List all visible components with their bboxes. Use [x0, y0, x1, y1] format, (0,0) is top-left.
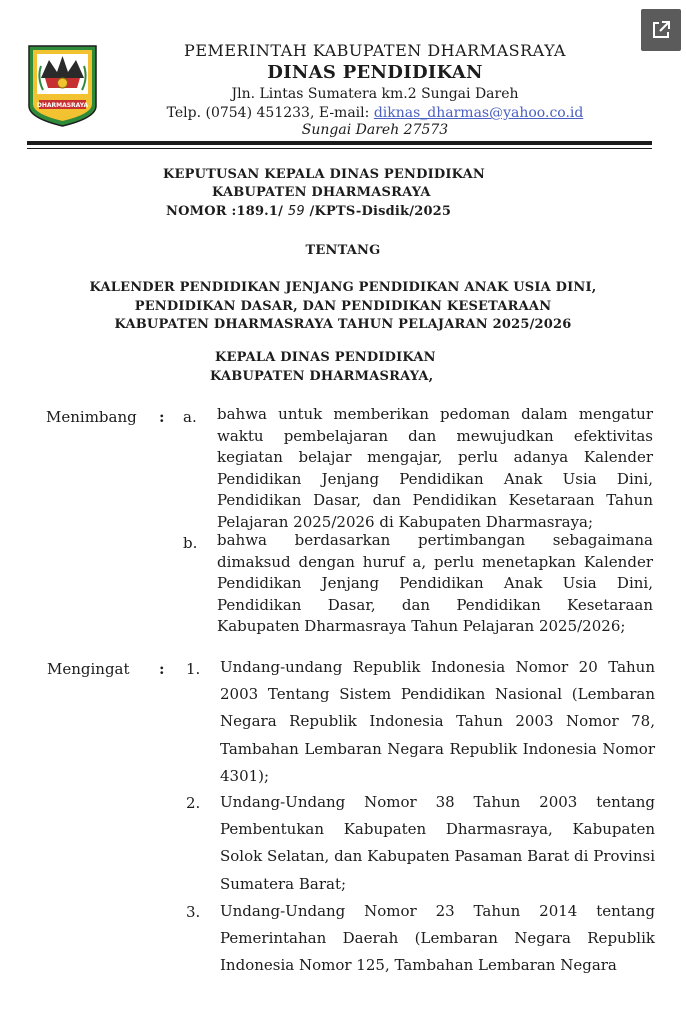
decree-number-suffix: /KPTS-Disdik/2025 [304, 204, 452, 219]
mengingat-marker-1: 1. [186, 660, 201, 678]
mengingat-item-3: Undang-Undang Nomor 23 Tahun 2014 tentang Pemerintahan Daerah (Lembaran Negara Republik Indonesia Nomor 125, Tambahan Lembaran Negara [220, 902, 655, 975]
government-name: PEMERINTAH KABUPATEN DHARMASRAYA [184, 41, 566, 60]
decree-heading-2: KABUPATEN DHARMASRAYA [212, 185, 431, 200]
contact-phone: Telp. (0754) 451233, E-mail: [166, 105, 374, 121]
menimbang-marker-a: a. [183, 408, 197, 426]
mengingat-item-2: Undang-Undang Nomor 38 Tahun 2003 tentang Pembentukan Kabupaten Dharmasraya, Kabupaten Solok Selatan, dan Kabupaten Pasaman Barat di Provinsi Sumatera Barat; [220, 793, 655, 893]
menimbang-marker-b: b. [183, 534, 198, 552]
decree-about: TENTANG [305, 243, 381, 258]
issuer-title-1: KEPALA DINAS PENDIDIKAN [215, 350, 436, 365]
mengingat-item-1: Undang-undang Republik Indonesia Nomor 20 Tahun 2003 Tentang Sistem Pendidikan Nasional (Lembaran Negara Republik Indonesia Tahun 2003 Nomor 78, Tambahan Lembaran Negara Republik Indonesia Nomor 4301); [220, 658, 655, 785]
issuer-title-2: KABUPATEN DHARMASRAYA, [210, 369, 434, 384]
letterhead-divider-thin [27, 148, 652, 149]
menimbang-label: Menimbang [46, 408, 137, 426]
decree-number [166, 204, 451, 219]
mengingat-label: Mengingat [47, 660, 130, 678]
email-link[interactable]: diknas_dharmas@yahoo.co.id [373, 105, 584, 121]
decree-subject-2: PENDIDIKAN DASAR, DAN PENDIDIKAN KESETARAAN [134, 299, 552, 314]
decree-subject-1: KALENDER PENDIDIKAN JENJANG PENDIDIKAN ANAK USIA DINI, [89, 280, 597, 295]
letterhead-divider-thick [27, 141, 652, 145]
department-city: Sungai Dareh 27573 [301, 122, 449, 138]
decree-subject-3: KABUPATEN DHARMASRAYA TAHUN PELAJARAN 2025/2026 [114, 317, 572, 332]
menimbang-colon: : [159, 408, 165, 426]
department-name: DINAS PENDIDIKAN [267, 62, 483, 83]
mengingat-colon: : [159, 660, 165, 678]
department-address: Jln. Lintas Sumatera km.2 Sungai Dareh [231, 86, 519, 102]
decree-number-prefix: NOMOR :189.1/ [166, 204, 288, 219]
regency-logo [27, 44, 98, 128]
decree-heading-1: KEPUTUSAN KEPALA DINAS PENDIDIKAN [163, 167, 485, 182]
mengingat-marker-2: 2. [186, 794, 201, 812]
decree-number-handwritten: 59 [287, 204, 305, 219]
svg-text:DHARMASRAYA: DHARMASRAYA [36, 102, 89, 109]
menimbang-item-a: bahwa untuk memberikan pedoman dalam mengatur waktu pembelajaran dan mewujudkan efektivitas kegiatan belajar mengajar, perlu adanya Kalender Pendidikan Jenjang Pendidikan Anak Usia Dini, Pendidikan Dasar, dan Pendidikan Kesetaraan Tahun Pelajaran 2025/2026 di Kabupaten Dharmasraya; [217, 405, 653, 531]
department-contact [100, 105, 650, 121]
menimbang-item-b: bahwa berdasarkan pertimbangan sebagaimana dimaksud dengan huruf a, perlu menetapkan Kalender Pendidikan Jenjang Pendidikan Anak Usia Dini, Pendidikan Dasar, dan Pendidikan Kesetaraan Kabupaten Dharmasraya Tahun Pelajaran 2025/2026; [217, 531, 653, 636]
mengingat-marker-3: 3. [186, 903, 201, 921]
open-external-icon [650, 19, 672, 41]
